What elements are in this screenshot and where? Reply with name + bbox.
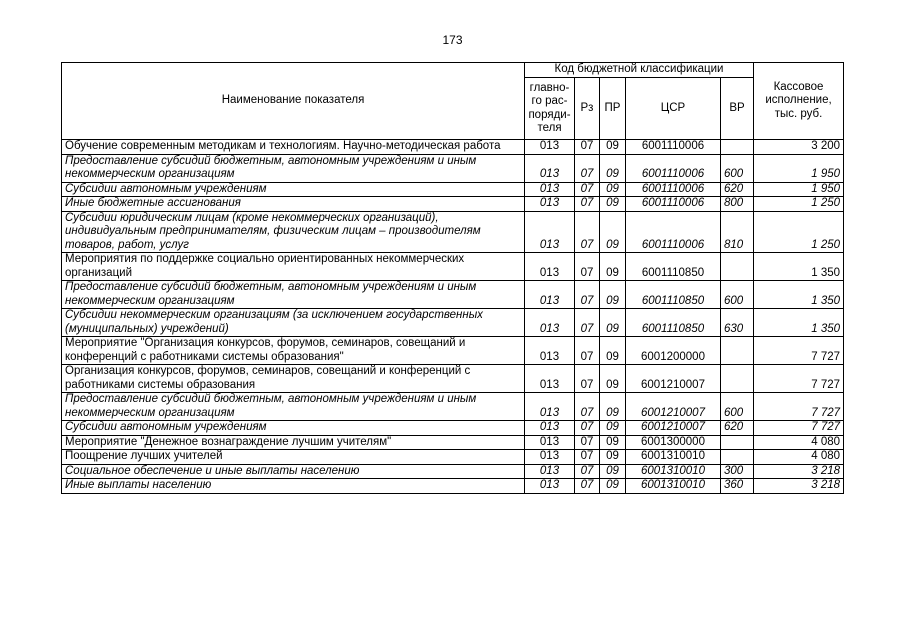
table-row [62, 140, 844, 155]
cell-admin-code: 013 [525, 211, 575, 253]
cell-csr-code: 6001110850 [626, 253, 721, 281]
cell-name: Субсидии юридическим лицам (кроме некоммерческих организаций), индивидуальным предпринимателям, физическим лицам – производителям товаров, работ, услуг [62, 211, 525, 253]
cell-pr-code: 09 [600, 365, 626, 393]
cell-amount: 1 350 [754, 253, 844, 281]
cell-rz-code: 07 [575, 464, 600, 479]
table-header [62, 63, 844, 140]
column-header-pr: ПР [600, 78, 626, 140]
cell-vr-code [721, 253, 754, 281]
cell-rz-code: 07 [575, 309, 600, 337]
cell-rz-code: 07 [575, 435, 600, 450]
table-row [62, 479, 844, 494]
cell-name: Субсидии автономным учреждениям [62, 421, 525, 436]
cell-amount: 1 350 [754, 309, 844, 337]
cell-rz-code: 07 [575, 154, 600, 182]
cell-admin-code: 013 [525, 182, 575, 197]
table-row [62, 197, 844, 212]
column-header-amount: Кассовое исполнение, тыс. руб. [754, 63, 844, 140]
cell-pr-code: 09 [600, 211, 626, 253]
cell-csr-code: 6001110006 [626, 211, 721, 253]
cell-rz-code: 07 [575, 140, 600, 155]
cell-rz-code: 07 [575, 253, 600, 281]
cell-vr-code: 600 [721, 393, 754, 421]
cell-vr-code [721, 435, 754, 450]
cell-name: Организация конкурсов, форумов, семинаров, совещаний и конференций с работниками системы образования [62, 365, 525, 393]
cell-vr-code: 600 [721, 281, 754, 309]
column-header-admin: главно-го рас-поряди-теля [525, 78, 575, 140]
cell-csr-code: 6001300000 [626, 435, 721, 450]
table-row [62, 154, 844, 182]
cell-name: Предоставление субсидий бюджетным, автономным учреждениям и иным некоммерческим организациям [62, 154, 525, 182]
cell-vr-code [721, 365, 754, 393]
cell-name: Предоставление субсидий бюджетным, автономным учреждениям и иным некоммерческим организациям [62, 281, 525, 309]
cell-csr-code: 6001310010 [626, 479, 721, 494]
cell-csr-code: 6001210007 [626, 393, 721, 421]
column-header-name: Наименование показателя [62, 63, 525, 140]
cell-pr-code: 09 [600, 393, 626, 421]
column-header-csr: ЦСР [626, 78, 721, 140]
cell-amount: 7 727 [754, 365, 844, 393]
table-row [62, 337, 844, 365]
cell-admin-code: 013 [525, 421, 575, 436]
cell-csr-code: 6001310010 [626, 464, 721, 479]
cell-rz-code: 07 [575, 365, 600, 393]
cell-admin-code: 013 [525, 479, 575, 494]
table-row [62, 421, 844, 436]
cell-pr-code: 09 [600, 435, 626, 450]
cell-amount: 7 727 [754, 421, 844, 436]
cell-pr-code: 09 [600, 197, 626, 212]
cell-admin-code: 013 [525, 197, 575, 212]
table-row [62, 365, 844, 393]
cell-vr-code: 620 [721, 421, 754, 436]
cell-amount: 4 080 [754, 450, 844, 465]
table-row [62, 182, 844, 197]
cell-pr-code: 09 [600, 421, 626, 436]
cell-amount: 7 727 [754, 393, 844, 421]
cell-admin-code: 013 [525, 464, 575, 479]
table-row [62, 211, 844, 253]
cell-name: Субсидии автономным учреждениям [62, 182, 525, 197]
cell-pr-code: 09 [600, 182, 626, 197]
table-row [62, 253, 844, 281]
cell-admin-code: 013 [525, 435, 575, 450]
cell-csr-code: 6001210007 [626, 365, 721, 393]
cell-vr-code: 360 [721, 479, 754, 494]
cell-admin-code: 013 [525, 253, 575, 281]
cell-rz-code: 07 [575, 421, 600, 436]
cell-vr-code [721, 450, 754, 465]
cell-csr-code: 6001110006 [626, 140, 721, 155]
cell-admin-code: 013 [525, 140, 575, 155]
cell-pr-code: 09 [600, 337, 626, 365]
table-row [62, 281, 844, 309]
cell-rz-code: 07 [575, 393, 600, 421]
cell-csr-code: 6001310010 [626, 450, 721, 465]
table-row [62, 435, 844, 450]
cell-name: Иные выплаты населению [62, 479, 525, 494]
cell-amount: 1 950 [754, 154, 844, 182]
cell-amount: 1 950 [754, 182, 844, 197]
cell-csr-code: 6001110006 [626, 154, 721, 182]
cell-rz-code: 07 [575, 281, 600, 309]
cell-pr-code: 09 [600, 253, 626, 281]
cell-csr-code: 6001110850 [626, 309, 721, 337]
cell-admin-code: 013 [525, 154, 575, 182]
cell-pr-code: 09 [600, 450, 626, 465]
cell-name: Мероприятие "Организация конкурсов, форумов, семинаров, совещаний и конференций с работниками системы образования" [62, 337, 525, 365]
cell-amount: 7 727 [754, 337, 844, 365]
cell-pr-code: 09 [600, 281, 626, 309]
page-number: 173 [442, 33, 463, 47]
cell-vr-code: 620 [721, 182, 754, 197]
cell-pr-code: 09 [600, 140, 626, 155]
cell-amount: 1 350 [754, 281, 844, 309]
cell-vr-code [721, 140, 754, 155]
column-group-header-classification: Код бюджетной классификации [525, 63, 754, 78]
cell-rz-code: 07 [575, 450, 600, 465]
column-header-vr: ВР [721, 78, 754, 140]
cell-name: Поощрение лучших учителей [62, 450, 525, 465]
cell-pr-code: 09 [600, 479, 626, 494]
cell-name: Субсидии некоммерческим организациям (за исключением государственных (муниципальных) учреждений) [62, 309, 525, 337]
cell-name: Иные бюджетные ассигнования [62, 197, 525, 212]
cell-vr-code: 800 [721, 197, 754, 212]
cell-vr-code: 810 [721, 211, 754, 253]
cell-amount: 3 218 [754, 479, 844, 494]
column-header-rz: Рз [575, 78, 600, 140]
cell-csr-code: 6001110006 [626, 197, 721, 212]
cell-pr-code: 09 [600, 154, 626, 182]
cell-csr-code: 6001110850 [626, 281, 721, 309]
cell-admin-code: 013 [525, 281, 575, 309]
cell-admin-code: 013 [525, 309, 575, 337]
cell-name: Мероприятие "Денежное вознаграждение лучшим учителям" [62, 435, 525, 450]
cell-pr-code: 09 [600, 309, 626, 337]
cell-admin-code: 013 [525, 393, 575, 421]
cell-rz-code: 07 [575, 182, 600, 197]
cell-admin-code: 013 [525, 337, 575, 365]
table-row [62, 450, 844, 465]
cell-csr-code: 6001110006 [626, 182, 721, 197]
cell-admin-code: 013 [525, 365, 575, 393]
cell-csr-code: 6001200000 [626, 337, 721, 365]
cell-rz-code: 07 [575, 197, 600, 212]
cell-name: Мероприятия по поддержке социально ориентированных некоммерческих организаций [62, 253, 525, 281]
table-row [62, 309, 844, 337]
table-row [62, 393, 844, 421]
cell-csr-code: 6001210007 [626, 421, 721, 436]
cell-amount: 4 080 [754, 435, 844, 450]
cell-amount: 1 250 [754, 211, 844, 253]
cell-amount: 1 250 [754, 197, 844, 212]
cell-vr-code: 600 [721, 154, 754, 182]
cell-name: Предоставление субсидий бюджетным, автономным учреждениям и иным некоммерческим организациям [62, 393, 525, 421]
cell-name: Социальное обеспечение и иные выплаты населению [62, 464, 525, 479]
cell-vr-code: 300 [721, 464, 754, 479]
table-body [62, 140, 844, 494]
cell-pr-code: 09 [600, 464, 626, 479]
cell-amount: 3 218 [754, 464, 844, 479]
table-row [62, 464, 844, 479]
cell-name: Обучение современным методикам и технологиям. Научно-методическая работа [62, 140, 525, 155]
cell-rz-code: 07 [575, 337, 600, 365]
budget-execution-table [61, 62, 844, 494]
cell-rz-code: 07 [575, 211, 600, 253]
cell-admin-code: 013 [525, 450, 575, 465]
cell-vr-code [721, 337, 754, 365]
cell-vr-code: 630 [721, 309, 754, 337]
cell-amount: 3 200 [754, 140, 844, 155]
cell-rz-code: 07 [575, 479, 600, 494]
